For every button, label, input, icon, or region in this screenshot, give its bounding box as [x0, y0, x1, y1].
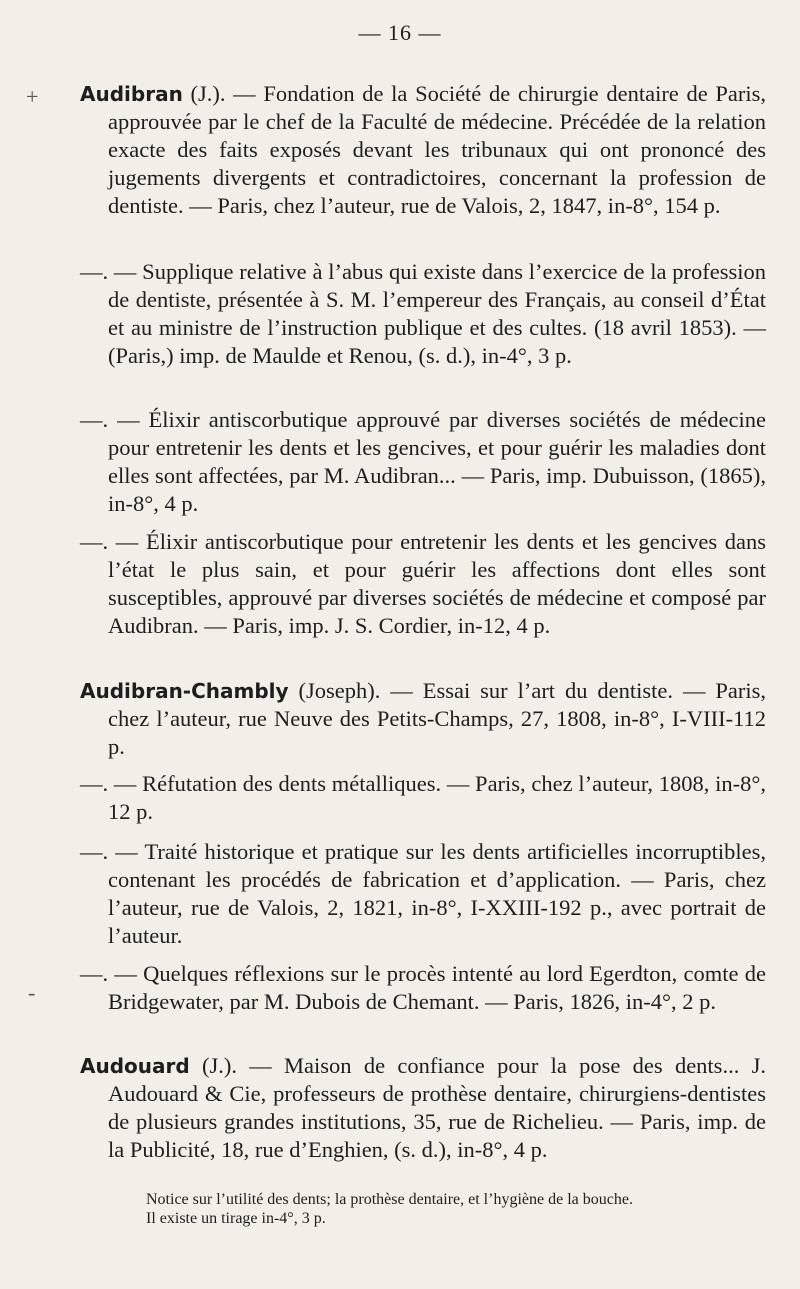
entry-text: — Essai sur l’art du dentiste. — Paris, chez l’auteur, rue Neuve des Petits-Champs, 27, 1808, in-8°, I-VIII-112 p. — [108, 678, 767, 759]
entry-traite-historique — [80, 838, 766, 950]
footnote — [146, 1190, 766, 1228]
entry-audouard — [80, 1052, 766, 1164]
footnote-line: Notice sur l’utilité des dents; la prothèse dentaire, et l’hygiène de la bouche. — [146, 1191, 633, 1208]
margin-plus-mark: + — [26, 84, 39, 109]
author-name: Audouard — [80, 1054, 190, 1078]
entry-elixir-1865 — [80, 406, 766, 518]
entry-supplique — [80, 258, 766, 370]
entry-text: —. — Traité historique et pratique sur les dents artificielles incorruptibles, contenant les procédés de fabrication et d’application. — Paris, chez l’auteur, rue de Valois, 2, 1821, in-8°, I-XXIII-192 p., avec portrait de l’auteur. — [80, 839, 766, 948]
author-initials: (J.). — [182, 81, 226, 106]
entry-text: —. — Élixir antiscorbutique approuvé par diverses sociétés de médecine pour entretenir les dents et les gencives, et pour guérir les maladies dont elles sont affectées, par M. Audibran... — Paris, imp. Dubuisson, (1865), in-8°, 4 p. — [80, 407, 766, 516]
entry-audibran-fondation — [80, 80, 766, 220]
author-name: Audibran-Chambly — [80, 679, 289, 703]
margin-dash-mark: - — [28, 980, 36, 1005]
entry-text: —. — Quelques réflexions sur le procès intenté au lord Egerdton, comte de Bridgewater, par M. Dubois de Chemant. — Paris, 1826, in-4°, 2 p. — [80, 961, 766, 1014]
entry-text: — Fondation de la Société de chirurgie dentaire de Paris, approuvée par le chef de la Faculté de médecine. Précédée de la relation exacte des faits exposés devant les tribunaux qui ont prononcé des jugements divergents et contradictoires, concernant la profession de dentiste. — Paris, chez l’auteur, rue de Valois, 2, 1847, in-8°, 154 p. — [108, 81, 766, 218]
entry-text: —. — Supplique relative à l’abus qui existe dans l’exercice de la profession de dentiste, présentée à S. M. l’empereur des Français, au conseil d’État et au ministre de l’instruction publique et des cultes. (18 avril 1853). — (Paris,) imp. de Maulde et Renou, (s. d.), in-4°, 3 p. — [80, 259, 766, 368]
entry-audibran-chambly — [80, 677, 766, 761]
entry-quelques-reflexions — [80, 960, 766, 1016]
entry-text: —. — Élixir antiscorbutique pour entretenir les dents et les gencives dans l’état le plus sain, et pour guérir les affections dont elles sont susceptibles, approuvé par diverses sociétés de médecine et composé par Audibran. — Paris, imp. J. S. Cordier, in-12, 4 p. — [80, 529, 766, 638]
author-name: Audibran — [80, 82, 183, 106]
footnote-line: Il existe un tirage in-4°, 3 p. — [146, 1210, 326, 1227]
entry-text: — Maison de confiance pour la pose des dents... J. Audouard & Cie, professeurs de prothèse dentaire, chirurgiens-dentistes de plusieurs grandes institutions, 35, rue de Richelieu. — Paris, imp. de la Publicité, 18, rue d’Enghien, (s. d.), in-8°, 4 p. — [108, 1053, 766, 1162]
entry-text: —. — Réfutation des dents métalliques. — Paris, chez l’auteur, 1808, in-8°, 12 p. — [80, 771, 766, 824]
author-initials: (J.). — [189, 1053, 237, 1078]
page-number: — 16 — — [358, 20, 442, 45]
author-initials: (Joseph). — [288, 678, 381, 703]
entry-refutation — [80, 770, 766, 826]
entry-elixir-cordier — [80, 528, 766, 640]
